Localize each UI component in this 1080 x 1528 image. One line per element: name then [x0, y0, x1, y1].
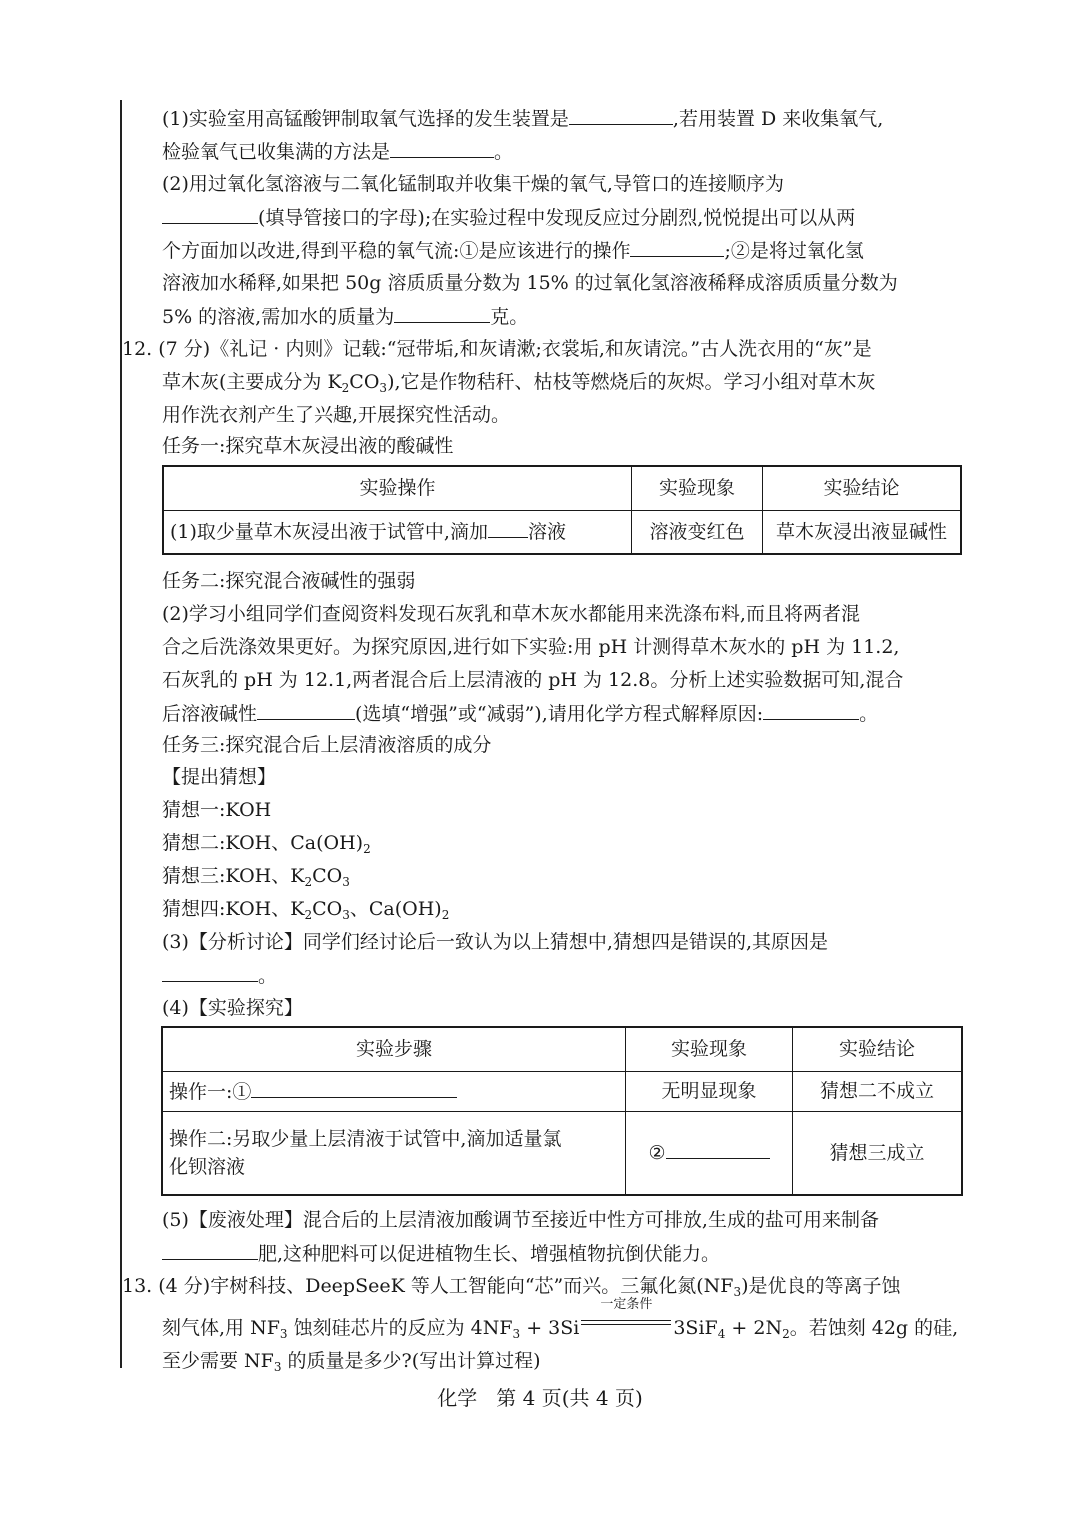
q12-p3-line1: (3)【分析讨论】同学们经讨论后一致认为以上猜想中,猜想四是错误的,其原因是 — [162, 931, 828, 953]
q12-p4-title: (4)【实验探究】 — [162, 997, 303, 1019]
answer-blank[interactable] — [257, 699, 355, 720]
cell-conclusion: 猜想三成立 — [793, 1111, 963, 1195]
header-phenomenon: 实验现象 — [632, 466, 763, 510]
header-conclusion: 实验结论 — [793, 1027, 963, 1071]
table-task1 — [162, 465, 962, 555]
answer-blank[interactable] — [569, 104, 673, 125]
table-row — [162, 1111, 962, 1195]
q12-line3: 用作洗衣剂产生了兴趣,开展探究性活动。 — [162, 404, 511, 426]
page-footer: 化学 第 4 页(共 4 页) — [437, 1386, 643, 1410]
answer-blank[interactable] — [488, 517, 528, 538]
header-conclusion: 实验结论 — [763, 466, 962, 510]
answer-blank[interactable] — [162, 203, 258, 224]
table-header-row — [163, 466, 961, 510]
table-task3 — [161, 1026, 963, 1196]
q12-p2-line2: 合之后洗涤效果更好。为探究原因,进行如下实验:用 pH 计测得草木灰水的 pH 为 11.2, — [162, 636, 900, 658]
table-row — [162, 1071, 962, 1111]
q12-p5-line1: (5)【废液处理】混合后的上层清液加酸调节至接近中性方可排放,生成的盐可用来制备 — [162, 1209, 879, 1231]
cell-phenomenon: 溶液变红色 — [632, 510, 763, 554]
cell-operation: (1)取少量草木灰浸出液于试管中,滴加 溶液 — [163, 510, 632, 554]
answer-blank[interactable] — [390, 137, 494, 158]
answer-blank[interactable] — [394, 302, 490, 323]
q11-p1-line2: 检验氧气已收集满的方法是 。 — [162, 137, 513, 166]
answer-blank[interactable] — [630, 236, 724, 257]
q13-line1: 13. (4 分)宇树科技、DeepSeeK 等人工智能向“芯”而兴。三氟化氮$(NF_3)$是优良的等离子蚀 — [122, 1275, 901, 1299]
guess-4: 猜想四:KOH、$K_2CO_3$、$Ca(OH)_2$ — [162, 898, 450, 922]
q12-line2: 草木灰(主要成分为 $K_2CO_3$),它是作物秸秆、枯枝等燃烧后的灰烬。学习小组对草木灰 — [162, 371, 876, 395]
table-header-row — [162, 1027, 962, 1071]
q11-p2-line4: 溶液加水稀释,如果把 50g 溶质质量分数为 15% 的过氧化氢溶液稀释成溶质质量分数为 — [162, 272, 898, 294]
q11-p2-line5: 5% 的溶液,需加水的质量为 克。 — [162, 302, 528, 331]
task3-title: 任务三:探究混合后上层清液溶质的成分 — [162, 734, 492, 756]
cell-conclusion: 猜想二不成立 — [793, 1071, 963, 1111]
cell-step: 操作一:① — [162, 1071, 626, 1111]
q12-p2-line4: 后溶液碱性 (选填“增强”或“减弱”),请用化学方程式解释原因: 。 — [162, 699, 878, 728]
header-operation: 实验操作 — [163, 466, 632, 510]
margin-line — [120, 100, 122, 1368]
answer-blank[interactable] — [162, 961, 258, 982]
cell-phenomenon: ② — [626, 1111, 793, 1195]
task1-title: 任务一:探究草木灰浸出液的酸碱性 — [162, 435, 454, 457]
table-row — [163, 510, 961, 554]
header-step: 实验步骤 — [162, 1027, 626, 1071]
q12-p2-line1: (2)学习小组同学们查阅资料发现石灰乳和草木灰水都能用来洗涤布料,而且将两者混 — [162, 603, 860, 625]
cell-conclusion: 草木灰浸出液显碱性 — [763, 510, 962, 554]
reaction-condition-arrow: 一定条件 — [581, 1314, 671, 1334]
answer-blank[interactable] — [251, 1077, 457, 1098]
answer-blank[interactable] — [162, 1239, 258, 1260]
cell-phenomenon: 无明显现象 — [626, 1071, 793, 1111]
q11-p1-line1: (1)实验室用高锰酸钾制取氧气选择的发生装置是 ,若用装置 D 来收集氧气, — [162, 104, 883, 133]
guess-2: 猜想二:KOH、$Ca(OH)_2$ — [162, 832, 371, 856]
answer-blank[interactable] — [763, 699, 859, 720]
q11-p2-line3: 个方面加以改进,得到平稳的氧气流:①是应该进行的操作 ;②是将过氧化氢 — [162, 236, 864, 265]
header-phenomenon: 实验现象 — [626, 1027, 793, 1071]
q11-p2-line1: (2)用过氧化氢溶液与二氧化锰制取并收集干燥的氧气,导管口的连接顺序为 — [162, 173, 784, 195]
q11-p2-line2: (填导管接口的字母);在实验过程中发现反应过分剧烈,悦悦提出可以从两 — [162, 203, 855, 232]
q12-p2-line3: 石灰乳的 pH 为 12.1,两者混合后上层清液的 pH 为 12.8。分析上述实验数据可知,混合 — [162, 669, 904, 691]
q13-line2: 刻气体,用 $NF_3$ 蚀刻硅芯片的反应为 $4NF_3 + 3Si$ 一定条件 $3SiF_4 + 2N_2$。若蚀刻 42g 的硅, — [162, 1297, 959, 1341]
q12-p3-line2: 。 — [162, 961, 277, 990]
q12-p5-line2: 肥,这种肥料可以促进植物生长、增强植物抗倒伏能力。 — [162, 1239, 720, 1268]
q13-line3: 至少需要 $NF_3$ 的质量是多少?(写出计算过程) — [162, 1350, 541, 1374]
guess-title: 【提出猜想】 — [162, 766, 277, 788]
guess-1: 猜想一:KOH — [162, 799, 272, 821]
answer-blank[interactable] — [666, 1138, 770, 1159]
q12-line1: 12. (7 分)《礼记 · 内则》记载:“冠带垢,和灰请漱;衣裳垢,和灰请浣。”古人洗衣用的“灰”是 — [122, 338, 872, 360]
guess-3: 猜想三:KOH、$K_2CO_3$ — [162, 865, 350, 889]
task2-title: 任务二:探究混合液碱性的强弱 — [162, 570, 416, 592]
cell-step: 操作二:另取少量上层清液于试管中,滴加适量氯 化钡溶液 — [162, 1111, 626, 1195]
